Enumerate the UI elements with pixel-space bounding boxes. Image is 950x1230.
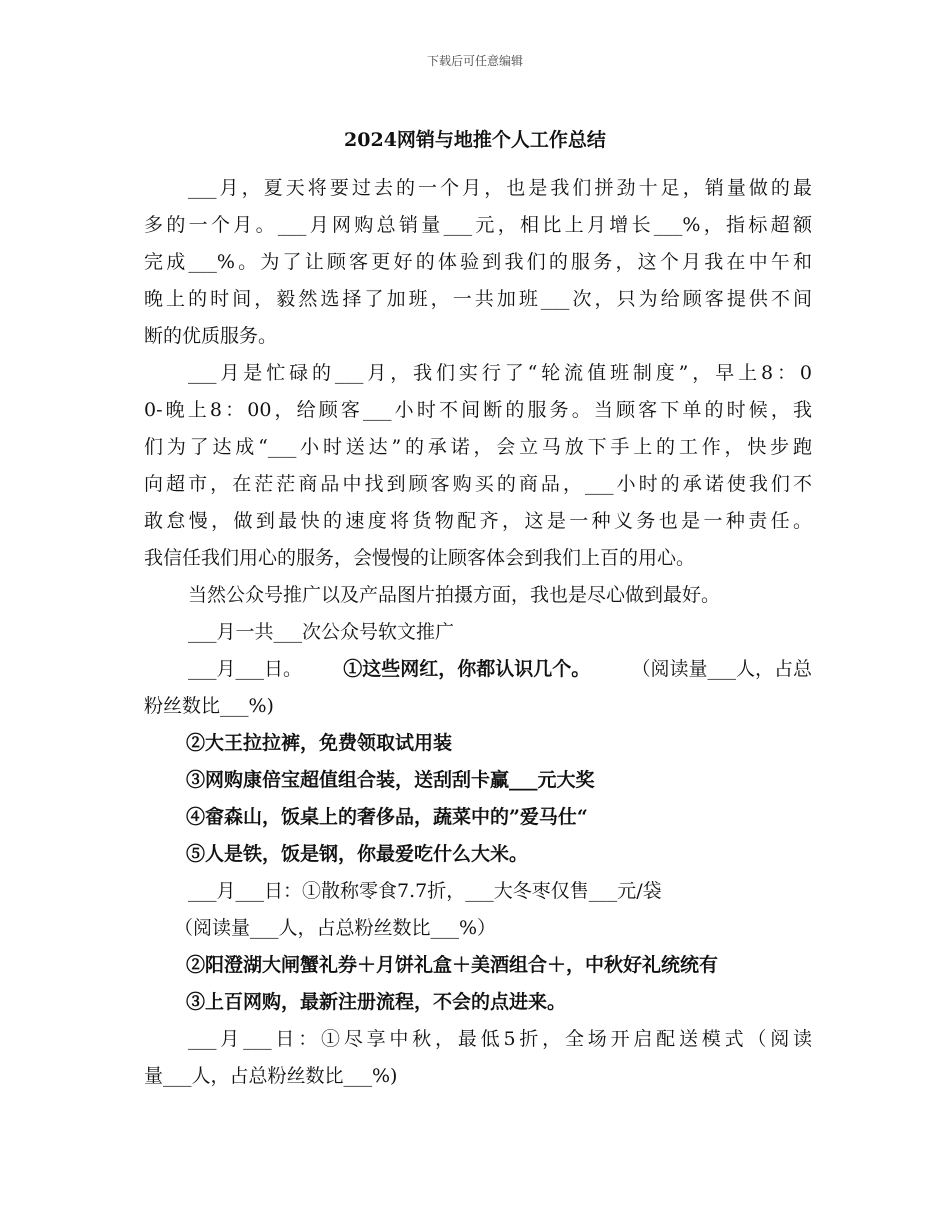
paragraph-line: 断的优质服务。	[144, 325, 278, 347]
article-date: ___月___日。	[188, 658, 303, 680]
paragraph-line: ___月，夏天将要过去的一个月，也是我们拼劲十足，销量做的最	[188, 177, 812, 199]
paragraph-line: （阅读量___人，占总粉丝数比___%）	[174, 917, 497, 939]
paragraph-line: 完成___%。为了让顾客更好的体验到我们的服务，这个月我在中午和	[144, 251, 812, 273]
document-title: 2024网销与地推个人工作总结	[344, 129, 606, 151]
article-title: ②阳澄湖大闸蟹礼券＋月饼礼盒＋美酒组合＋，中秋好礼统统有	[186, 954, 719, 976]
article-title: ①这些网红，你都认识几个。	[343, 658, 591, 680]
paragraph-line: 0-晚上8：00，给顾客___小时不间断的服务。当顾客下单的时候，我	[144, 399, 812, 421]
paragraph-line: 当然公众号推广以及产品图片拍摄方面，我也是尽心做到最好。	[188, 584, 721, 606]
article-title: ④畲森山，饭桌上的奢侈品，蔬菜中的”爱马仕“	[186, 806, 588, 828]
paragraph-line: ___月一共___次公众号软文推广	[188, 621, 455, 643]
paragraph-line: 我信任我们用心的服务，会慢慢的让顾客体会到我们上百的用心。	[144, 547, 696, 569]
article-title: ③网购康倍宝超值组合装，送刮刮卡赢___元大奖	[186, 769, 595, 791]
article-stats: （阅读量___人，占总	[631, 658, 812, 680]
paragraph-line: ___月___日：①散称零食7.7折，___大冬枣仅售___元/袋	[188, 880, 662, 902]
paragraph-line: 多的一个月。___月网购总销量___元，相比上月增长___%，指标超额	[144, 214, 812, 236]
paragraph-line: 们为了达成“___小时送达”的承诺，会立马放下手上的工作，快步跑	[144, 436, 812, 458]
article-title: ⑤人是铁，饭是钢，你最爱吃什么大米。	[186, 843, 529, 865]
paragraph-line: 敢怠慢，做到最快的速度将货物配齐，这是一种义务也是一种责任。	[144, 510, 812, 532]
article-title: ②大王拉拉裤，免费领取试用装	[186, 732, 453, 754]
paragraph-line: 粉丝数比___%)	[144, 695, 274, 717]
paragraph-line: ___月是忙碌的___月，我们实行了“轮流值班制度”，早上8：0	[188, 362, 812, 384]
page-header: 下载后可任意编辑	[426, 54, 523, 68]
paragraph-line: 向超市，在茫茫商品中找到顾客购买的商品，___小时的承诺使我们不	[144, 473, 812, 495]
article-entry-line	[188, 651, 812, 688]
paragraph-line: 晚上的时间，毅然选择了加班，一共加班___次，只为给顾客提供不间	[144, 288, 812, 310]
paragraph-line: 量___人，占总粉丝数比___%)	[144, 1065, 398, 1087]
paragraph-line: ___月___日：①尽享中秋，最低5折，全场开启配送模式（阅读	[188, 1028, 812, 1050]
article-title: ③上百网购，最新注册流程，不会的点进来。	[186, 991, 567, 1013]
